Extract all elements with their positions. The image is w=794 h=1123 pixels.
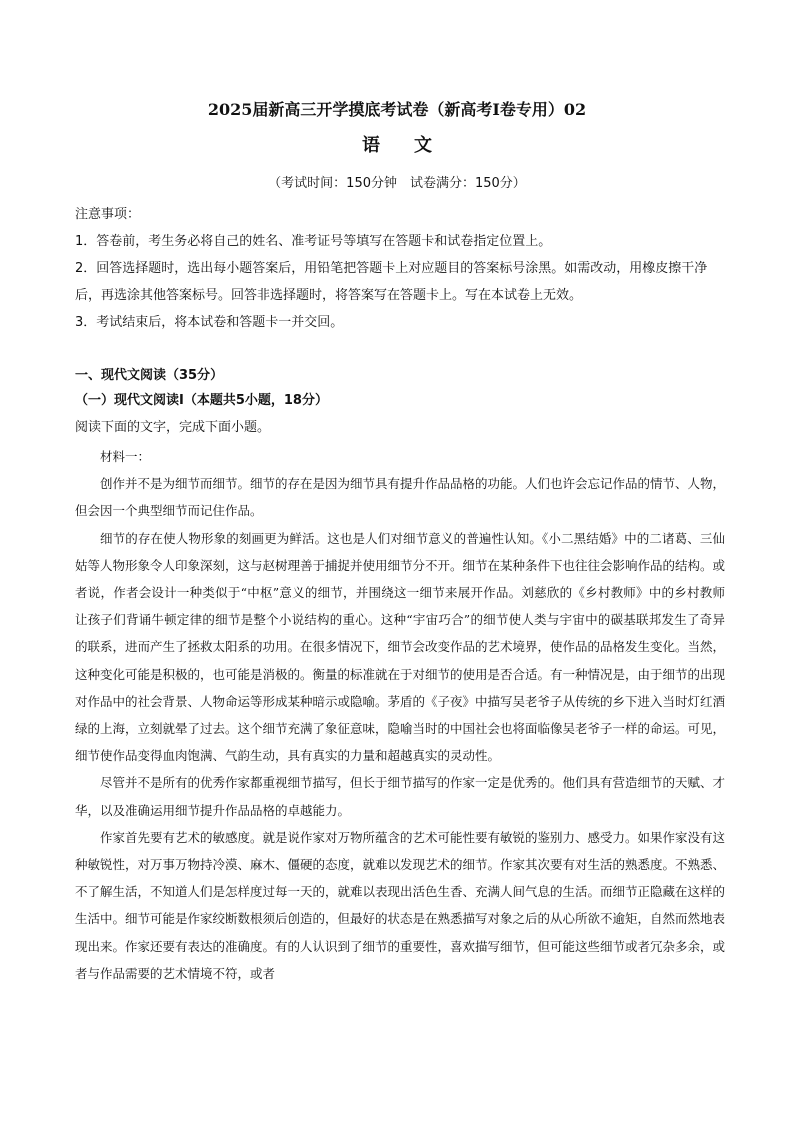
subject-title: 语文 — [362, 135, 466, 156]
passage-paragraph: 细节的存在使人物形象的刻画更为鲜活。这也是人们对细节意义的普遍性认知。《小二黑结婚》中的二诸葛、三仙姑等人物形象令人印象深刻，这与赵树理善于捕捉并使用细节分不开。细节在某种条件下也往往会影响作品的结构。或者说，作者会设计一种类似于“中枢”意义的细节，并围绕这一细节来展开作品。刘慈欣的《乡村教师》中的乡村教师让孩子们背诵牛顿定律的细节是整个小说结构的重心。这种“宇宙巧合”的细节使人类与宇宙中的碳基联邦发生了奇异的联系，进而产生了拯救太阳系的功用。在很多情况下，细节会改变作品的艺术境界，使作品的品格发生变化。当然，这种变化可能是积极的，也可能是消极的。衡量的标准就在于对细节的使用是否合适。有一种情况是，由于细节的出现对作品中的社会背景、人物命运等形成某种暗示或隐喻。茅盾的《子夜》中描写吴老爷子从传统的乡下进入当时灯红酒绿的上海，立刻就晕了过去。这个细节充满了象征意味，隐喻当时的中国社会也将面临像吴老爷子一样的命运。可见，细节使作品变得血肉饱满、气韵生动，具有真实的力量和超越真实的灵动性。 — [75, 530, 726, 764]
reading-instruction: 阅读下面的文字，完成下面小题。 — [75, 420, 271, 435]
notes-item: 1．答卷前，考生务必将自己的姓名、准考证号等填写在答题卡和试卷指定位置上。 — [75, 234, 552, 249]
notes-item: 2．回答选择题时，选出每小题答案后，用铅笔把答题卡上对应题目的答案标号涂黑。如需改动，用橡皮擦干净后，再选涂其他答案标号。回答非选择题时，将答案写在答题卡上。写在本试卷上无效。 — [75, 261, 708, 303]
notes-heading: 注意事项： — [75, 207, 141, 222]
passage-paragraph: 尽管并不是所有的优秀作家都重视细节描写，但长于细节描写的作家一定是优秀的。他们具有营造细节的天赋、才华，以及准确运用细节提升作品品格的卓越能力。 — [75, 775, 726, 818]
exam-time-and-score: （考试时间：150分钟 试卷满分：150分） — [268, 176, 526, 191]
notes-item: 3．考试结束后，将本试卷和答题卡一并交回。 — [75, 315, 344, 330]
material-label: 材料一： — [100, 449, 151, 464]
section-subheading: （一）现代文阅读Ⅰ（本题共5小题，18分） — [75, 393, 328, 408]
passage-paragraph: 创作并不是为细节而细节。细节的存在是因为细节具有提升作品品格的功能。人们也许会忘记作品的情节、人物，但会因一个典型细节而记住作品。 — [75, 476, 726, 519]
reading-passage — [75, 443, 725, 987]
passage-paragraph: 作家首先要有艺术的敏感度。就是说作家对万物所蕴含的艺术可能性要有敏锐的鉴别力、感受力。如果作家没有这种敏锐性，对万事万物持冷漠、麻木、僵硬的态度，就难以发现艺术的细节。作家其次要有对生活的熟悉度。不熟悉、不了解生活，不知道人们是怎样度过每一天的，就难以表现出活色生香、充满人间气息的生活。而细节正隐藏在这样的生活中。细节可能是作家绞断数根须后创造的，但最好的状态是在熟悉描写对象之后的从心所欲不逾矩，自然而然地表现出来。作家还要有表达的准确度。有的人认识到了细节的重要性，喜欢描写细节，但可能这些细节或者冗杂多余，或者与作品需要的艺术情境不符，或者 — [75, 829, 726, 981]
exam-notes — [75, 201, 725, 336]
exam-title: 2025届新高三开学摸底考试卷（新高考Ⅰ卷专用）02 — [207, 100, 587, 119]
section-heading: 一、现代文阅读（35分） — [75, 368, 224, 383]
